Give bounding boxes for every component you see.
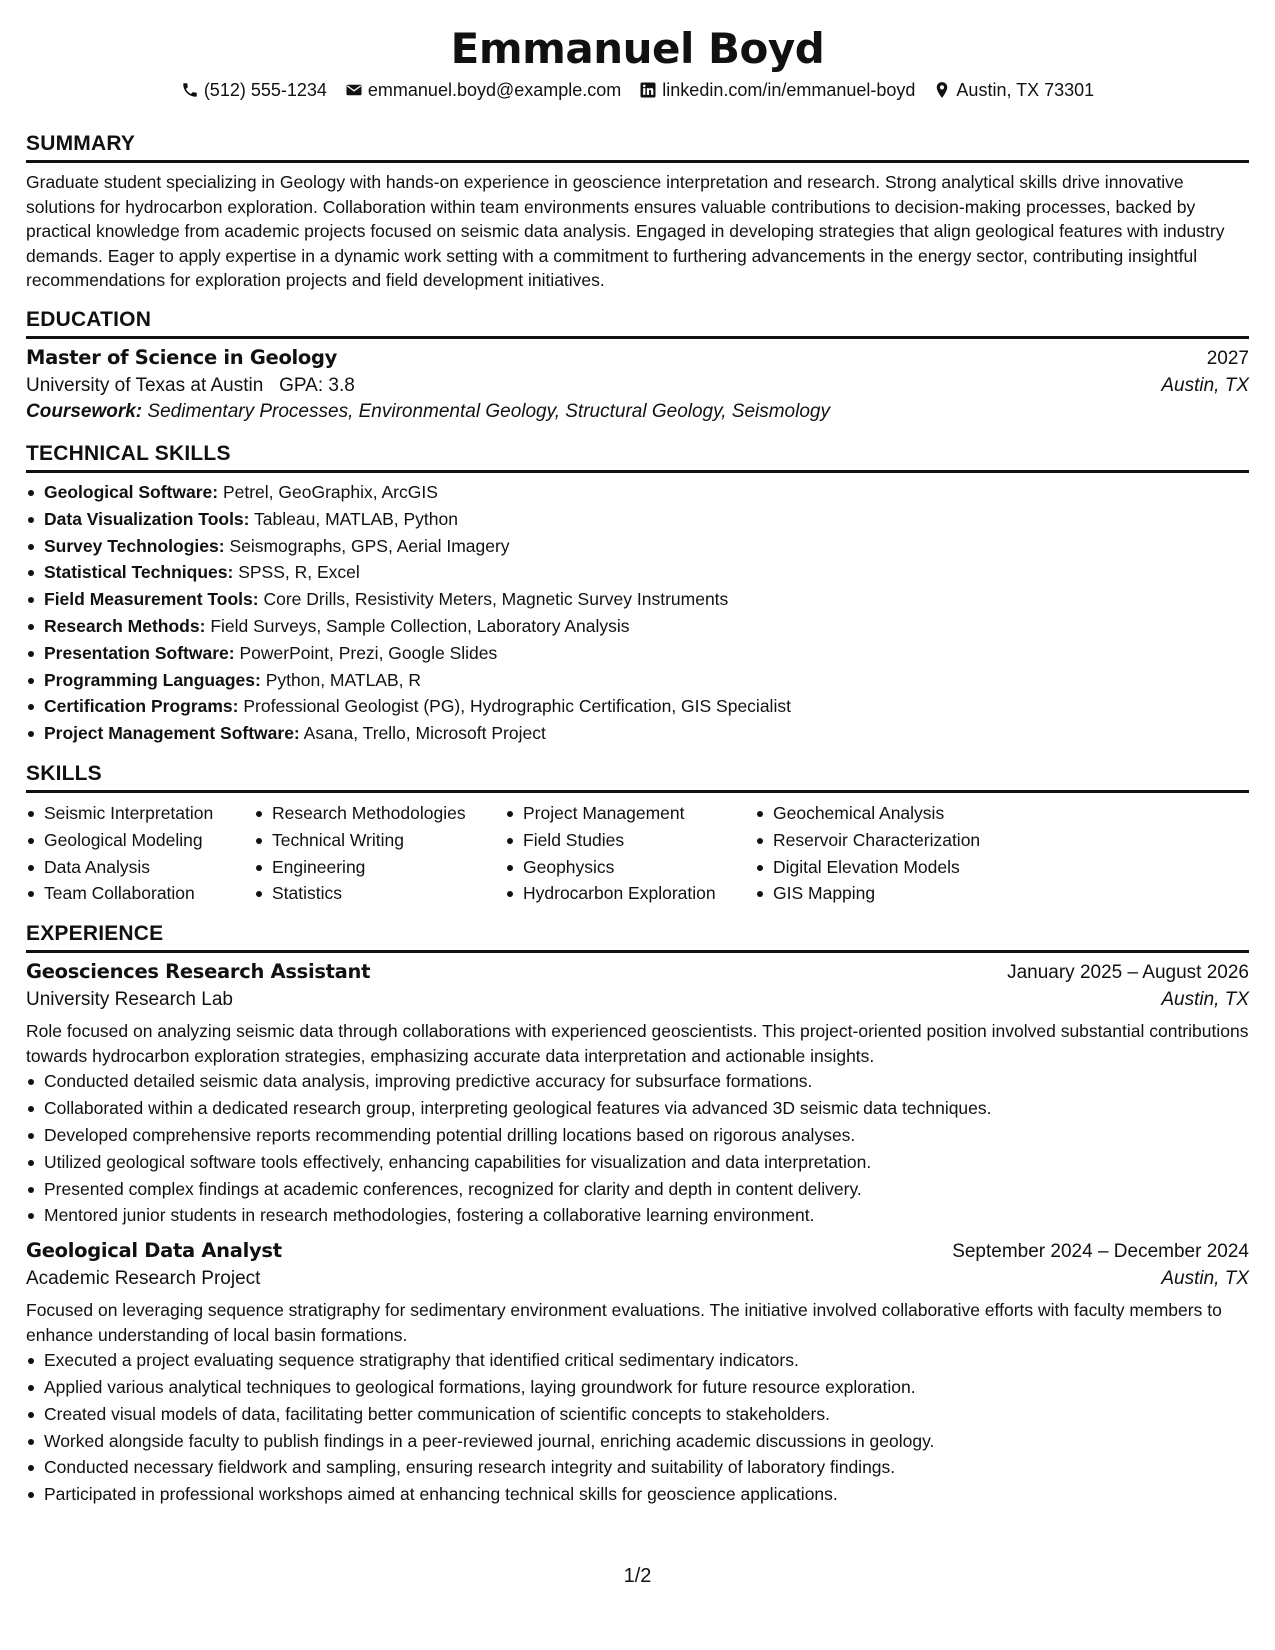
experience-section — [26, 921, 1249, 1508]
job-organization: Academic Research Project — [26, 1268, 261, 1290]
job-sub-row — [26, 1268, 1249, 1290]
skill-label: Research Methods: — [44, 615, 206, 636]
list-item: Geophysics — [505, 854, 755, 881]
list-item — [26, 640, 1249, 667]
contact-linkedin[interactable] — [639, 78, 915, 102]
list-item: Hydrocarbon Exploration — [505, 880, 755, 907]
job-dates: January 2025 – August 2026 — [1007, 962, 1249, 984]
list-item: Applied various analytical techniques to geological formations, laying groundwork for future resource exploration. — [26, 1374, 1249, 1401]
education-sub-row — [26, 375, 1249, 397]
list-item: Developed comprehensive reports recommending potential drilling locations based on rigorous analyses. — [26, 1122, 1249, 1149]
degree-title: Master of Science in Geology — [26, 345, 338, 369]
job-title: Geological Data Analyst — [26, 1239, 282, 1263]
list-item: Presented complex findings at academic conferences, recognized for clarity and depth in content delivery. — [26, 1176, 1249, 1203]
school-location: Austin, TX — [1161, 374, 1249, 396]
list-item: Engineering — [254, 854, 505, 881]
list-item — [26, 559, 1249, 586]
list-item: Created visual models of data, facilitating better communication of scientific concepts to stakeholders. — [26, 1401, 1249, 1428]
skills-column-3 — [505, 800, 755, 907]
skill-label: Data Visualization Tools: — [44, 508, 250, 529]
skill-label: Geological Software: — [44, 481, 219, 502]
skill-value: Professional Geologist (PG), Hydrographic Certification, GIS Specialist — [243, 696, 791, 717]
envelope-icon — [345, 81, 363, 99]
list-item — [26, 479, 1249, 506]
contact-phone[interactable] — [181, 78, 327, 102]
skill-value: PowerPoint, Prezi, Google Slides — [239, 642, 498, 663]
coursework-list: Sedimentary Processes, Environmental Geology, Structural Geology, Seismology — [147, 400, 830, 422]
skill-value: Core Drills, Resistivity Meters, Magnetic Survey Instruments — [263, 589, 729, 610]
email-text: emmanuel.boyd@example.com — [367, 80, 622, 100]
job-organization: University Research Lab — [26, 989, 233, 1011]
list-item: Participated in professional workshops aimed at enhancing technical skills for geoscience applications. — [26, 1481, 1249, 1508]
technical-skills-list — [26, 479, 1249, 747]
skill-label: Statistical Techniques: — [44, 562, 234, 583]
list-item: Research Methodologies — [254, 800, 505, 827]
list-item: GIS Mapping — [755, 880, 1055, 907]
list-item: Data Analysis — [26, 854, 254, 881]
list-item: Executed a project evaluating sequence stratigraphy that identified critical sedimentary indicators. — [26, 1347, 1249, 1374]
list-item — [26, 613, 1249, 640]
list-item: Technical Writing — [254, 827, 505, 854]
linkedin-text: linkedin.com/in/emmanuel-boyd — [662, 80, 916, 100]
job-description: Role focused on analyzing seismic data through collaborations with experienced geoscientists. This project-oriented position involved substantial contributions towards hydrocarbon exploration strategies, emphasizing accurate data interpretation and actionable insights. — [26, 1021, 1249, 1066]
experience-heading: EXPERIENCE — [26, 921, 1249, 953]
list-item: Collaborated within a dedicated research group, interpreting geological features via advanced 3D seismic data techniques. — [26, 1095, 1249, 1122]
job-title: Geosciences Research Assistant — [26, 960, 371, 984]
skills-heading: SKILLS — [26, 761, 1249, 793]
education-header-row — [26, 346, 1249, 370]
school-name: University of Texas at Austin — [26, 374, 264, 396]
list-item — [26, 533, 1249, 560]
job-description: Focused on leveraging sequence stratigraphy for sedimentary environment evaluations. The initiative involved collaborative efforts with faculty members to enhance understanding of local basin formations. — [26, 1300, 1222, 1345]
phone-icon — [181, 81, 199, 99]
school-line — [26, 375, 355, 397]
skill-value: Petrel, GeoGraphix, ArcGIS — [222, 481, 438, 502]
skill-value: Field Surveys, Sample Collection, Laboratory Analysis — [210, 615, 630, 636]
technical-skills-section — [26, 441, 1249, 747]
education-heading: EDUCATION — [26, 307, 1249, 339]
skills-grid — [26, 800, 1249, 907]
summary-section — [26, 131, 1249, 293]
location-text: Austin, TX 73301 — [956, 80, 1095, 100]
skills-column-4 — [755, 800, 1055, 907]
job-location: Austin, TX — [1161, 989, 1249, 1011]
graduation-year: 2027 — [1206, 347, 1249, 369]
list-item: Digital Elevation Models — [755, 854, 1055, 881]
list-item — [26, 667, 1249, 694]
coursework-label: Coursework: — [26, 400, 143, 422]
skill-value: Python, MATLAB, R — [265, 669, 422, 690]
list-item: Utilized geological software tools effectively, enhancing capabilities for visualization and data interpretation. — [26, 1149, 1249, 1176]
job-bullets — [26, 1347, 1249, 1508]
linkedin-icon — [639, 81, 657, 99]
contact-email[interactable] — [345, 78, 621, 102]
list-item: Geochemical Analysis — [755, 800, 1055, 827]
list-item: Conducted necessary fieldwork and sampling, ensuring research integrity and suitability of laboratory findings. — [26, 1454, 1249, 1481]
resume-page — [26, 0, 1249, 1508]
skill-value: SPSS, R, Excel — [238, 562, 360, 583]
list-item — [26, 693, 1249, 720]
contact-location — [933, 78, 1094, 102]
job-header-row — [26, 1239, 1249, 1263]
job-location: Austin, TX — [1161, 1268, 1249, 1290]
list-item: Conducted detailed seismic data analysis, improving predictive accuracy for subsurface formations. — [26, 1068, 1249, 1095]
list-item — [26, 506, 1249, 533]
list-item: Reservoir Characterization — [755, 827, 1055, 854]
job-bullets — [26, 1068, 1249, 1229]
skill-value: Tableau, MATLAB, Python — [254, 508, 458, 529]
list-item: Worked alongside faculty to publish findings in a peer-reviewed journal, enriching academic discussions in geology. — [26, 1428, 1249, 1455]
summary-heading: SUMMARY — [26, 131, 1249, 163]
technical-skills-heading: TECHNICAL SKILLS — [26, 441, 1249, 473]
summary-text: Graduate student specializing in Geology with hands-on experience in geoscience interpretation and research. Strong analytical skills drive innovative solutions for hydrocarbon exploration. Collaboration within team environments ensures valuable contributions to decision-making processes, backed by practical knowledge from academic projects focused on seismic data analysis. Engaged in developing strategies that align geological features with industry demands. Eager to apply expertise in a dynamic work setting with a commitment to furthering advancements in the energy sector, contributing insightful recommendations for exploration projects and field development initiatives. — [26, 172, 1225, 291]
list-item: Seismic Interpretation — [26, 800, 254, 827]
skill-label: Survey Technologies: — [44, 535, 225, 556]
gpa: GPA: 3.8 — [279, 374, 355, 396]
coursework-line — [26, 401, 1249, 423]
skill-label: Programming Languages: — [44, 669, 261, 690]
skills-column-1 — [26, 800, 254, 907]
job-dates: September 2024 – December 2024 — [952, 1241, 1249, 1263]
list-item: Project Management — [505, 800, 755, 827]
job-header-row — [26, 960, 1249, 984]
list-item: Mentored junior students in research methodologies, fostering a collaborative learning environment. — [26, 1202, 1249, 1229]
map-pin-icon — [933, 81, 951, 99]
list-item: Geological Modeling — [26, 827, 254, 854]
skills-section — [26, 761, 1249, 907]
contact-bar — [26, 78, 1249, 102]
list-item — [26, 720, 1249, 747]
page-number: 1/2 — [623, 1565, 652, 1587]
skill-label: Field Measurement Tools: — [44, 589, 259, 610]
education-section — [26, 307, 1249, 423]
list-item: Statistics — [254, 880, 505, 907]
list-item — [26, 586, 1249, 613]
skill-label: Certification Programs: — [44, 696, 239, 717]
list-item: Team Collaboration — [26, 880, 254, 907]
skill-label: Presentation Software: — [44, 642, 235, 663]
skill-label: Project Management Software: — [44, 723, 300, 744]
job-entry — [26, 960, 1249, 1229]
candidate-name: Emmanuel Boyd — [450, 24, 825, 73]
job-entry — [26, 1239, 1249, 1508]
job-sub-row — [26, 989, 1249, 1011]
list-item: Field Studies — [505, 827, 755, 854]
skill-value: Asana, Trello, Microsoft Project — [303, 723, 546, 744]
phone-text: (512) 555-1234 — [203, 80, 327, 100]
skill-value: Seismographs, GPS, Aerial Imagery — [229, 535, 510, 556]
skills-column-2 — [254, 800, 505, 907]
